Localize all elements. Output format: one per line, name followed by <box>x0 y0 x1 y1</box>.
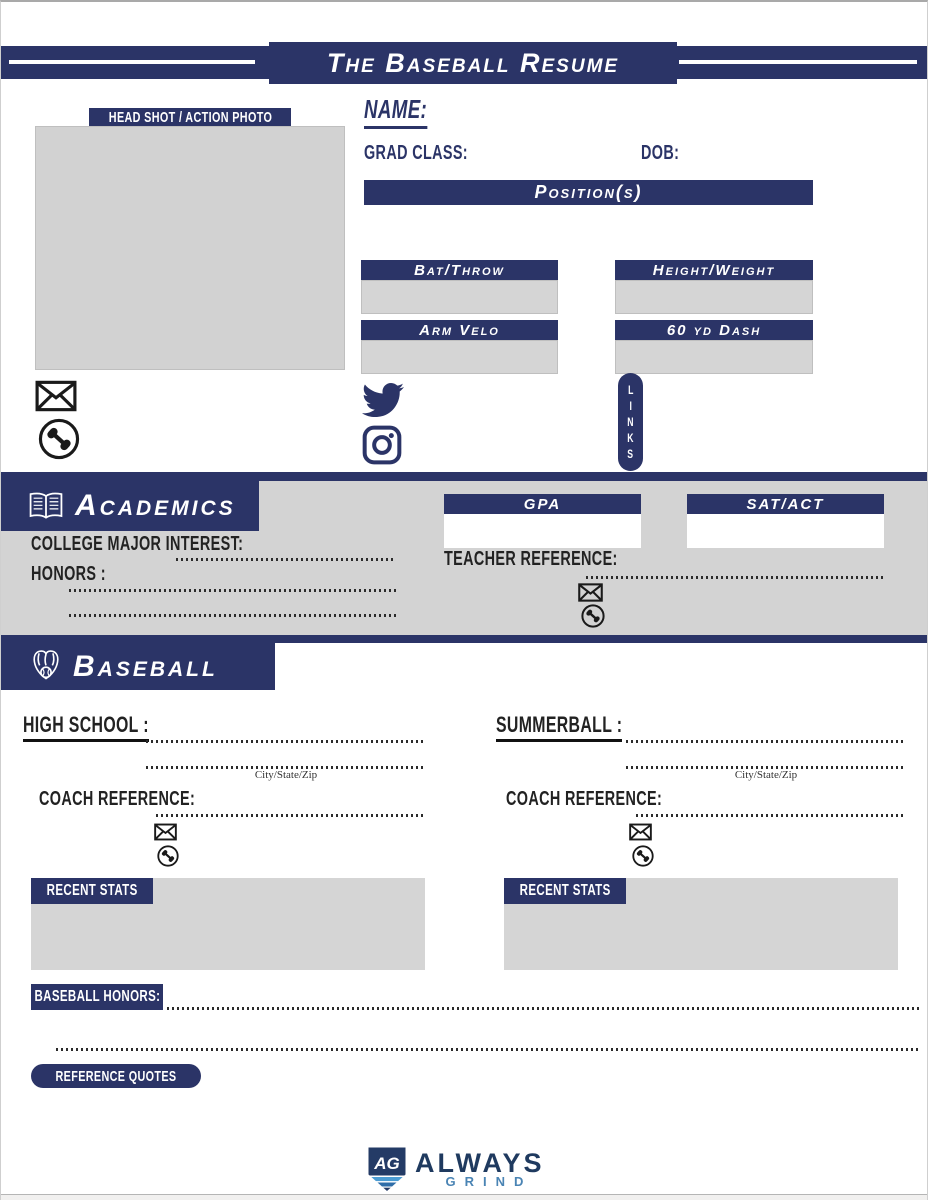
headshot-label-banner <box>89 108 291 127</box>
recent-stats-label: RECENT STATS <box>46 882 138 899</box>
city-state-zip-hint: City/State/Zip <box>734 769 798 781</box>
positions-label: Position(s) <box>534 182 643 202</box>
teacher-reference-line[interactable] <box>586 576 886 579</box>
honors-line-2[interactable] <box>69 614 397 617</box>
honors-line-1[interactable] <box>69 589 397 592</box>
links-letter: K <box>627 431 634 445</box>
baseball-honors-line-2[interactable] <box>56 1048 921 1051</box>
logo-monogram: AG <box>374 1154 400 1173</box>
baseball-glove-icon <box>27 648 65 685</box>
gpa-label: GPA <box>523 495 562 513</box>
recent-stats-banner <box>504 878 626 904</box>
brand-always: ALWAYS <box>415 1148 545 1178</box>
title-right-rule <box>679 60 917 64</box>
honors-label: HONORS : <box>31 563 106 585</box>
links-letter: L <box>627 383 634 397</box>
page-title: The Baseball Resume <box>326 47 620 78</box>
arm-velo-field[interactable] <box>361 340 558 374</box>
arm-velo-label: Arm Velo <box>419 321 500 339</box>
sat-act-label: SAT/ACT <box>746 495 825 513</box>
reference-quotes-button[interactable] <box>31 1064 201 1088</box>
email-icon[interactable] <box>35 380 77 412</box>
book-icon <box>27 491 65 522</box>
headshot-label: HEAD SHOT / ACTION PHOTO <box>108 109 272 126</box>
coach-reference-label: COACH REFERENCE: <box>506 788 663 810</box>
academics-top-rule <box>1 472 928 481</box>
bat-throw-banner <box>361 260 558 280</box>
always-grind-shield-logo <box>367 1146 407 1193</box>
college-major-line[interactable] <box>176 558 396 561</box>
links-letter: N <box>627 415 634 429</box>
dash60-label: 60 yd Dash <box>666 321 762 339</box>
summerball-name-line[interactable] <box>626 740 906 743</box>
name-label: NAME: <box>364 94 427 129</box>
brand-grind: GRIND <box>445 1174 533 1189</box>
height-weight-label: Height/Weight <box>652 261 776 279</box>
grad-class-label: GRAD CLASS: <box>364 142 468 164</box>
summerball-label: SUMMERBALL : <box>496 712 622 742</box>
baseball-honors-banner <box>31 984 163 1010</box>
gpa-banner <box>444 494 641 514</box>
phone-icon[interactable] <box>38 418 80 460</box>
bat-throw-label: Bat/Throw <box>414 261 505 279</box>
baseball-heading: Baseball <box>73 649 218 683</box>
title-left-rule <box>9 60 255 64</box>
twitter-icon[interactable] <box>358 379 408 421</box>
coach-reference-label: COACH REFERENCE: <box>39 788 196 810</box>
links-letter: I <box>629 399 632 413</box>
height-weight-banner <box>615 260 813 280</box>
gpa-field[interactable] <box>444 514 641 548</box>
phone-icon[interactable] <box>632 845 654 867</box>
email-icon[interactable] <box>578 583 603 602</box>
baseball-header <box>1 643 275 690</box>
title-block <box>269 42 677 84</box>
college-major-label: COLLEGE MAJOR INTEREST: <box>31 533 244 555</box>
dash60-field[interactable] <box>615 340 813 374</box>
positions-banner <box>364 180 813 205</box>
bat-throw-field[interactable] <box>361 280 558 314</box>
recent-stats-label: RECENT STATS <box>519 882 611 899</box>
academics-heading: Academics <box>75 489 236 522</box>
headshot-photo-placeholder[interactable] <box>35 126 345 370</box>
page-bottom-margin <box>1 1195 928 1200</box>
dash60-banner <box>615 320 813 340</box>
links-pill[interactable] <box>618 373 643 471</box>
dob-label: DOB: <box>641 142 680 164</box>
coach-reference-line[interactable] <box>156 814 426 817</box>
high-school-name-line[interactable] <box>146 740 426 743</box>
baseball-honors-label: BASEBALL HONORS: <box>34 988 160 1005</box>
baseball-top-rule <box>1 635 928 643</box>
height-weight-field[interactable] <box>615 280 813 314</box>
email-icon[interactable] <box>629 823 652 841</box>
academics-header <box>1 481 259 531</box>
phone-icon[interactable] <box>157 845 179 867</box>
links-letter: S <box>627 447 634 461</box>
phone-icon[interactable] <box>581 604 605 628</box>
teacher-reference-label: TEACHER REFERENCE: <box>444 548 618 570</box>
reference-quotes-label: REFERENCE QUOTES <box>55 1067 177 1085</box>
sat-act-field[interactable] <box>687 514 884 548</box>
high-school-label: HIGH SCHOOL : <box>23 712 149 742</box>
recent-stats-banner <box>31 878 153 904</box>
email-icon[interactable] <box>154 823 177 841</box>
coach-reference-line[interactable] <box>636 814 906 817</box>
city-state-zip-hint: City/State/Zip <box>254 769 318 781</box>
sat-act-banner <box>687 494 884 514</box>
arm-velo-banner <box>361 320 558 340</box>
instagram-icon[interactable] <box>362 425 402 465</box>
baseball-honors-line-1[interactable] <box>167 1007 921 1010</box>
